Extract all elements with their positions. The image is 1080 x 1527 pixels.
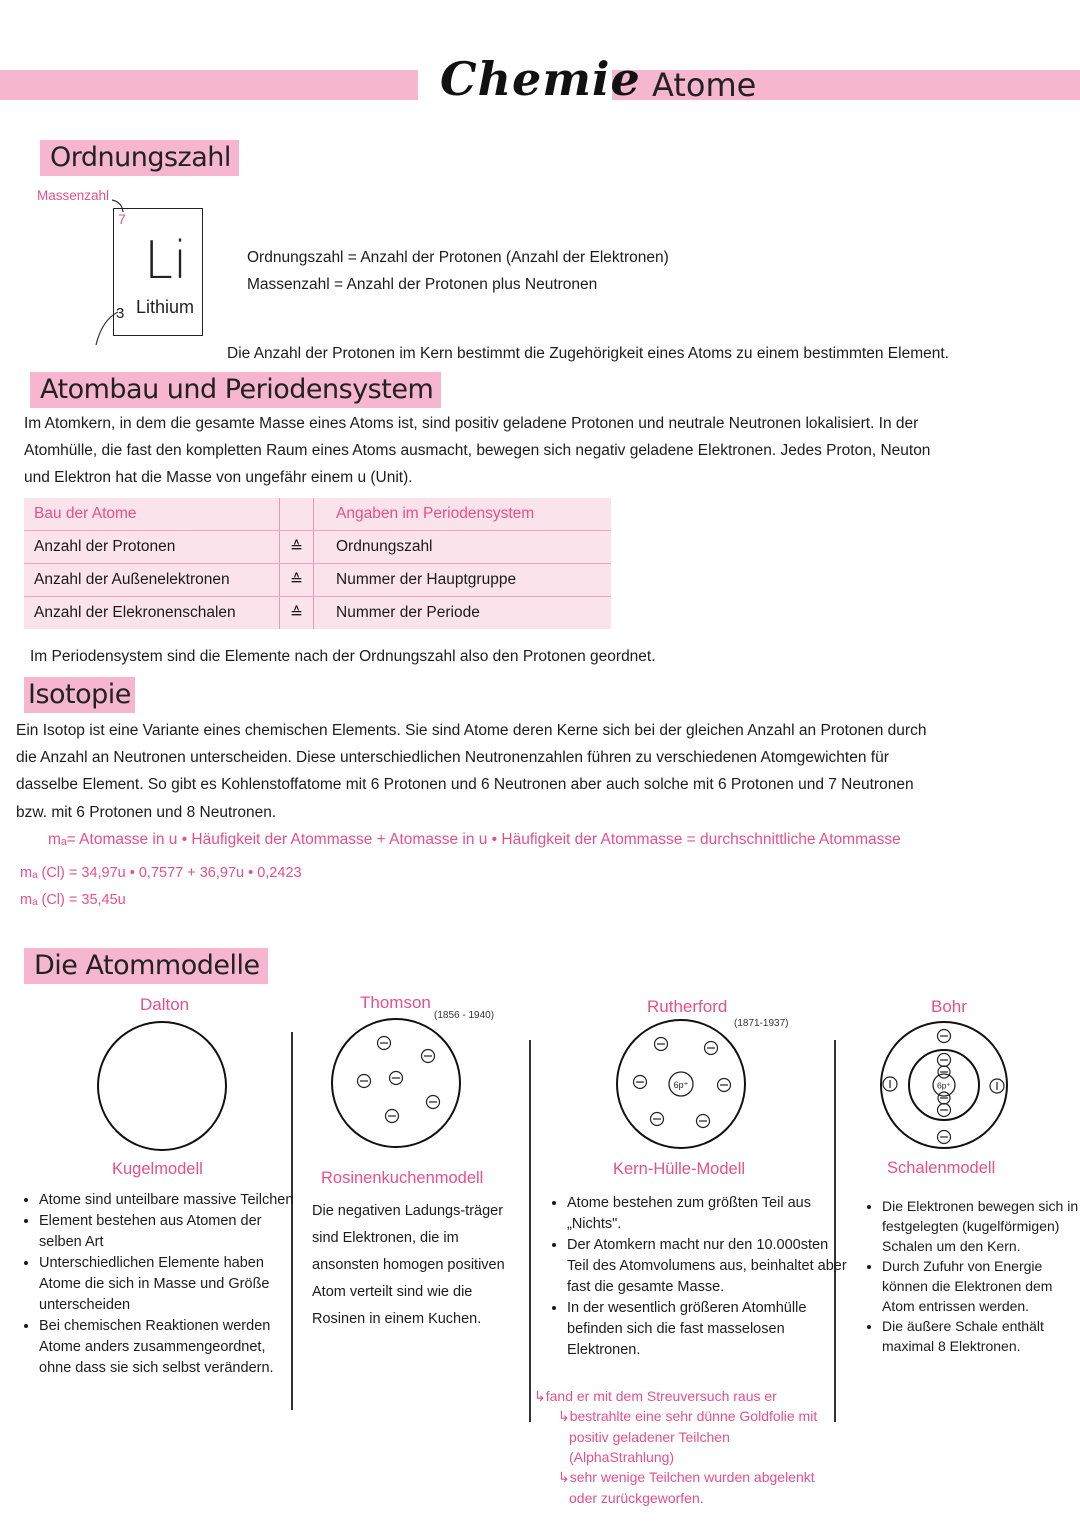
atombau-line-2: Atomhülle, die fast den kompletten Raum eines Atoms ausmacht, bewegen sich negativ geladene Elektronen. Jedes Proton, Neuton	[24, 442, 931, 459]
model-title-bohr: Bohr	[931, 997, 967, 1016]
list-item: • Die Elektronen bewegen sich in festgelegten (kugelförmigen) Schalen um den Kern.	[882, 1196, 1080, 1256]
rutherford-years: (1871-1937)	[734, 1018, 789, 1029]
definition-massenzahl: Massenzahl = Anzahl der Protonen plus Neutronen	[247, 276, 598, 293]
list-item: • Element bestehen aus Atomen der selben Art	[39, 1211, 301, 1253]
table-cell-left: Anzahl der Protonen	[24, 531, 280, 564]
atommasse-formula: mₐ= Atomasse in u • Häufigkeit der Atommasse + Atomasse in u • Häufigkeit der Atommasse = durchschnittliche Atommasse	[48, 831, 901, 848]
isotopie-line-3: dasselbe Element. So gibt es Kohlenstoffatome mit 6 Protonen und 6 Neutronen aber auch solche mit 6 Protonen und 7 Neutronen	[16, 776, 914, 793]
heading-atombau: Atombau und Periodensystem	[30, 372, 441, 408]
table-header-right: Angaben im Periodensystem	[314, 498, 612, 531]
model-title-rutherford: Rutherford	[647, 997, 728, 1016]
isotopie-line-2: die Anzahl an Neutronen unterscheiden. Diese unterschiedlichen Neutronenzahlen führen zu verschiedenen Atomgewichten für	[16, 749, 889, 766]
model-name-kern-huelle-modell: Kern-Hülle-Modell	[613, 1160, 746, 1178]
page-title: Chemie	[440, 52, 641, 106]
periodensystem-note: Im Periodensystem sind die Elemente nach der Ordnungszahl also den Protonen geordnet.	[30, 648, 656, 665]
periodensystem-table	[24, 498, 611, 629]
list-item: • Unterschiedlichen Elemente haben Atome die sich in Masse und Größe unterscheiden	[39, 1253, 301, 1316]
table-cell-eq: ≙	[280, 531, 314, 564]
streuversuch-note-4: (AlphaStrahlung)	[569, 1449, 675, 1465]
isotopie-line-1: Ein Isotop ist eine Variante eines chemischen Elements. Sie sind Atome deren Kerne sich bei der gleichen Anzahl an Protonen durch	[16, 722, 927, 739]
streuversuch-note-2: ↳bestrahlte eine sehr dünne Goldfolie mit	[558, 1408, 818, 1424]
model-name-kugelmodell: Kugelmodell	[112, 1160, 203, 1178]
column-divider	[529, 1040, 531, 1422]
model-title-thomson: Thomson	[360, 993, 431, 1012]
atombau-line-1: Im Atomkern, in dem die gesamte Masse eines Atoms ist, sind positiv geladene Protonen und neutrale Neutronen lokalisiert. In der	[24, 415, 919, 432]
atombau-line-3: und Elektron hat die Masse von ungefähr einem u (Unit).	[24, 469, 413, 486]
streuversuch-note-1: ↳fand er mit dem Streuversuch raus er	[534, 1388, 777, 1404]
table-row	[24, 531, 611, 564]
dalton-sphere-diagram	[92, 1018, 232, 1158]
list-item: • Atome bestehen zum größten Teil aus „Nichts".	[567, 1193, 847, 1235]
table-cell-eq: ≙	[280, 564, 314, 597]
thomson-raisin-diagram	[326, 1016, 466, 1156]
thomson-years: (1856 - 1940)	[434, 1010, 495, 1021]
table-cell-left: Anzahl der Elekronenschalen	[34, 604, 236, 621]
table-header-left: Bau der Atome	[24, 498, 280, 531]
page-subtitle: Atome	[652, 66, 757, 104]
heading-atommodelle: Die Atommodelle	[24, 948, 268, 984]
streuversuch-note-5: ↳sehr wenige Teilchen wurden abgelenkt	[558, 1469, 815, 1485]
atommasse-example-2: mₐ (Cl) = 35,45u	[20, 892, 126, 908]
list-item: • Atome sind unteilbare massive Teilchen	[39, 1190, 301, 1211]
bohr-shell-diagram	[869, 1016, 1019, 1156]
model-name-schalenmodell: Schalenmodell	[887, 1159, 996, 1177]
list-item: • Der Atomkern macht nur den 10.000sten Teil des Atomvolumens aus, beinhaltet aber fast die gesamte Masse.	[567, 1235, 847, 1298]
list-item: • Bei chemischen Reaktionen werden Atome anders zusammengeordnet, ohne dass sie sich selbst verändern.	[39, 1316, 301, 1379]
dalton-points	[15, 1190, 301, 1379]
table-row	[24, 564, 611, 597]
heading-isotopie: Isotopie	[24, 677, 135, 713]
table-header-eq	[280, 498, 314, 531]
table-cell-left: Anzahl der Außenelektronen	[24, 564, 280, 597]
thomson-text-line: Die negativen Ladungs-träger	[312, 1203, 504, 1219]
element-name: Lithium	[136, 297, 195, 317]
element-card-lithium	[113, 208, 203, 336]
atommasse-example-1: mₐ (Cl) = 34,97u • 0,7577 + 36,97u • 0,2423	[20, 865, 302, 881]
heading-ordnungszahl: Ordnungszahl	[40, 140, 239, 176]
element-mass-number: 7	[118, 211, 126, 227]
table-cell-eq: ≙	[280, 597, 314, 630]
table-row	[24, 597, 611, 630]
model-title-dalton: Dalton	[140, 995, 190, 1014]
streuversuch-note-6: oder zurückgeworfen.	[569, 1490, 704, 1506]
massenzahl-label: Massenzahl	[37, 188, 110, 203]
rutherford-nucleus-diagram	[611, 1016, 751, 1156]
isotopie-line-4: bzw. mit 6 Protonen und 8 Neutronen.	[16, 804, 277, 821]
thomson-text-line: Atom verteilt sind wie die	[312, 1284, 473, 1300]
table-cell-right: Ordnungszahl	[314, 531, 612, 564]
streuversuch-note-3: positiv geladener Teilchen	[569, 1429, 730, 1445]
table-header-row	[24, 498, 611, 531]
table-cell-right: Nummer der Periode	[336, 604, 480, 621]
thomson-text-line: Rosinen in einem Kuchen.	[312, 1311, 482, 1327]
definition-ordnungszahl: Ordnungszahl = Anzahl der Protonen (Anzahl der Elektronen)	[247, 249, 669, 266]
table-cell-right: Nummer der Hauptgruppe	[314, 564, 612, 597]
element-symbol: Li	[144, 231, 188, 291]
bohr-points	[858, 1196, 1080, 1356]
header-bar-left	[0, 70, 418, 100]
thomson-text-line: ansonsten homogen positiven	[312, 1257, 505, 1273]
thomson-text-line: sind Elektronen, die im	[312, 1230, 459, 1246]
rutherford-points	[543, 1193, 847, 1361]
list-item: • Die äußere Schale enthält maximal 8 Elektronen.	[882, 1316, 1080, 1356]
thomson-text	[312, 1198, 505, 1333]
element-atomic-number: 3	[116, 305, 125, 322]
list-item: • In der wesentlich größeren Atomhülle befinden sich die fast masselosen Elektronen.	[567, 1298, 847, 1361]
protonen-statement: Die Anzahl der Protonen im Kern bestimmt die Zugehörigkeit eines Atoms zu einem bestimmten Element.	[227, 345, 949, 362]
model-name-rosinenkuchenmodell: Rosinenkuchenmodell	[321, 1169, 484, 1187]
nucleus-label: 6p⁺	[673, 1080, 689, 1090]
list-item: • Durch Zufuhr von Energie können die Elektronen dem Atom entrissen werden.	[882, 1256, 1080, 1316]
nucleus-label: 6p⁺	[937, 1080, 951, 1091]
